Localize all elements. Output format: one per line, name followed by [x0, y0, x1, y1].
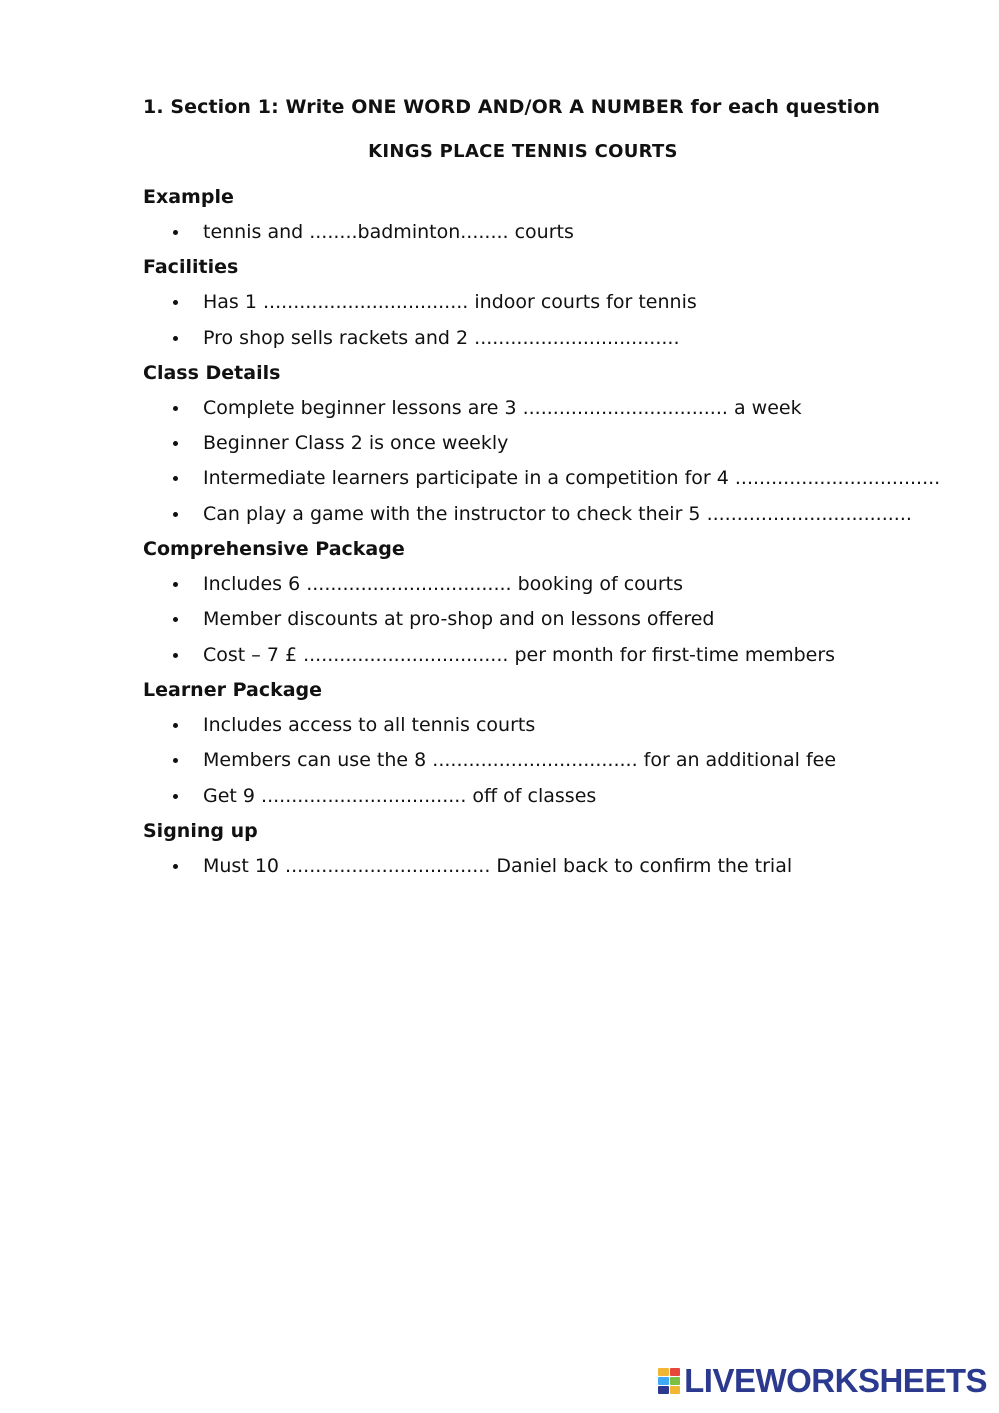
bullet-icon	[173, 617, 178, 622]
bullet-icon	[173, 758, 178, 763]
list-item-text: Member discounts at pro-shop and on lessons offered	[203, 608, 715, 631]
list-item	[143, 642, 943, 677]
list-item-text: tennis and ........badminton........ courts	[203, 221, 574, 243]
list-item-text: Get 9 .................................. off of classes	[203, 784, 597, 807]
list-item-text: Can play a game with the instructor to check their 5 ..................................	[203, 502, 912, 525]
list-item	[143, 289, 943, 324]
list-item-text: Members can use the 8 .................................. for an additional fee	[203, 749, 837, 772]
list-item	[143, 395, 943, 430]
bullet-icon	[173, 794, 178, 799]
list-item	[143, 465, 943, 500]
list-item	[143, 219, 943, 254]
section-list	[143, 571, 943, 677]
list-item-text: Includes access to all tennis courts	[203, 713, 536, 736]
bullet-icon	[173, 230, 178, 235]
section-heading: Example	[143, 186, 234, 208]
list-item	[143, 430, 943, 465]
list-item-text: Cost – 7 £ .................................. per month for first-time members	[203, 643, 836, 666]
bullet-icon	[173, 653, 178, 658]
list-item	[143, 501, 943, 536]
section-list	[143, 395, 943, 536]
liveworksheets-logo-icon	[658, 1368, 680, 1394]
bullet-icon	[173, 864, 178, 869]
document-title: KINGS PLACE TENNIS COURTS	[368, 141, 678, 162]
liveworksheets-logo	[658, 1363, 987, 1399]
list-item	[143, 606, 943, 641]
section-heading: Learner Package	[143, 678, 323, 701]
bullet-icon	[173, 441, 178, 446]
section-heading: Facilities	[143, 256, 239, 279]
section-list	[143, 219, 943, 254]
bullet-icon	[173, 336, 178, 341]
section-heading: Class Details	[143, 361, 281, 384]
list-item	[143, 325, 943, 360]
list-item-text: Has 1 .................................. indoor courts for tennis	[203, 291, 697, 314]
list-item-text: Must 10 .................................. Daniel back to confirm the trial	[203, 854, 793, 877]
list-item	[143, 571, 943, 606]
section-heading: Signing up	[143, 819, 258, 842]
section-heading: Comprehensive Package	[143, 538, 405, 561]
bullet-icon	[173, 512, 178, 517]
section-list	[143, 289, 943, 360]
logo-text: LIVEWORKSHEETS	[684, 1362, 987, 1399]
worksheet-content	[143, 184, 943, 888]
list-item	[143, 712, 943, 747]
section-list	[143, 853, 943, 888]
list-item-text: Intermediate learners participate in a competition for 4 ..................................	[203, 467, 941, 490]
bullet-icon	[173, 406, 178, 411]
list-item	[143, 853, 943, 888]
list-item	[143, 783, 943, 818]
bullet-icon	[173, 582, 178, 587]
list-item-text: Includes 6 .................................. booking of courts	[203, 573, 683, 596]
section-list	[143, 712, 943, 818]
bullet-icon	[173, 300, 178, 305]
list-item-text: Pro shop sells rackets and 2 ..................................	[203, 326, 680, 349]
list-item-text: Complete beginner lessons are 3 .................................. a week	[203, 396, 802, 419]
instruction-text: 1. Section 1: Write ONE WORD AND/OR A NUMBER for each question	[143, 96, 881, 118]
bullet-icon	[173, 476, 178, 481]
list-item	[143, 747, 943, 782]
list-item-text: Beginner Class 2 is once weekly	[203, 432, 509, 455]
bullet-icon	[173, 723, 178, 728]
